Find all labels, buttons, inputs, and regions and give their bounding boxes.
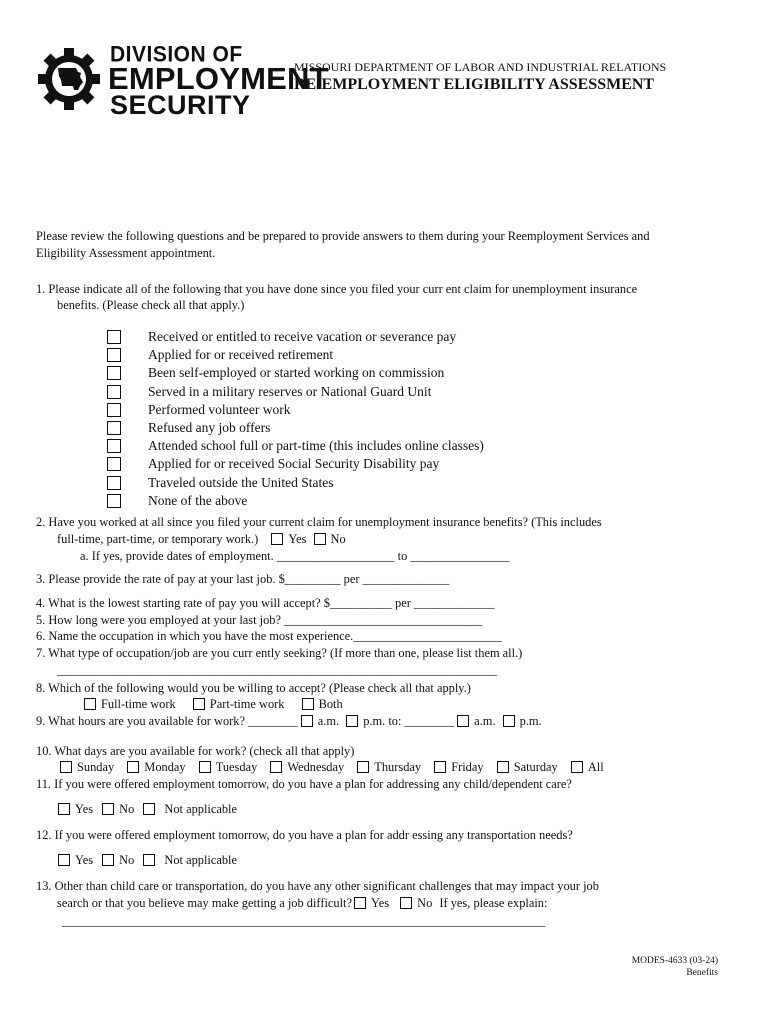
q1-checkbox[interactable] xyxy=(107,385,121,399)
q1-checkbox[interactable] xyxy=(107,421,121,435)
logo-employment-text: EMPLOYMENT xyxy=(108,61,329,96)
q9-am-checkbox[interactable] xyxy=(301,715,313,727)
q12-options: Yes No Not applicable xyxy=(58,852,237,868)
intro-line-1: Please review the following questions and be prepared to provide answers to them during your Reemployment Services and xyxy=(36,229,650,243)
q12-yes-checkbox[interactable] xyxy=(58,854,70,866)
q2-no-checkbox[interactable] xyxy=(314,533,326,545)
q13-explain-line: ______________________________________________________________________________ xyxy=(62,914,546,928)
q7-answer-line: _______________________________________________________________________ xyxy=(57,663,497,677)
q11-options: Yes No Not applicable xyxy=(58,801,237,817)
q10-all-checkbox[interactable] xyxy=(571,761,583,773)
form-category: Benefits xyxy=(686,968,718,978)
q1-option: Received or entitled to receive vacation or severance pay xyxy=(107,328,484,346)
q8-fulltime-checkbox[interactable] xyxy=(84,698,96,710)
q8-text: 8. Which of the following would you be willing to accept? (Please check all that apply.) xyxy=(36,681,471,695)
intro-line-2: Eligibility Assessment appointment. xyxy=(36,246,216,260)
q10-tuesday-checkbox[interactable] xyxy=(199,761,211,773)
q10-wednesday-checkbox[interactable] xyxy=(270,761,282,773)
q6-text: 6. Name the occupation in which you have the most experience.________________________ xyxy=(36,629,502,643)
q9-pm-checkbox[interactable] xyxy=(346,715,358,727)
q8-parttime-checkbox[interactable] xyxy=(193,698,205,710)
q1-option: Been self-employed or started working on commission xyxy=(107,364,484,382)
q1-checkbox[interactable] xyxy=(107,457,121,471)
q9-pm2-checkbox[interactable] xyxy=(503,715,515,727)
q10-sunday-checkbox[interactable] xyxy=(60,761,72,773)
q1-checkbox[interactable] xyxy=(107,348,121,362)
q13-text-line-2: search or that you believe may make getting a job difficult? Yes No If yes, please explain: xyxy=(57,896,548,910)
q10-text: 10. What days are you available for work? (check all that apply) xyxy=(36,744,355,758)
q10-friday-checkbox[interactable] xyxy=(434,761,446,773)
q12-na-checkbox[interactable] xyxy=(143,854,155,866)
logo-security-text: SECURITY xyxy=(110,90,251,120)
department-name: MISSOURI DEPARTMENT OF LABOR AND INDUSTRIAL RELATIONS xyxy=(294,60,667,74)
q10-monday-checkbox[interactable] xyxy=(127,761,139,773)
q12-no-checkbox[interactable] xyxy=(102,854,114,866)
q1-checkbox[interactable] xyxy=(107,403,121,417)
q1-text-line-2: benefits. (Please check all that apply.) xyxy=(57,298,245,312)
q13-yes-checkbox[interactable] xyxy=(354,897,366,909)
q1-option: Applied for or received Social Security Disability pay xyxy=(107,455,484,473)
q5-text: 5. How long were you employed at your last job? ________________________________ xyxy=(36,613,483,627)
q8-options: Full-time work Part-time work Both xyxy=(84,696,343,712)
q10-days: Sunday Monday Tuesday Wednesday Thursday Friday Saturday All xyxy=(60,759,604,775)
q1-checkbox[interactable] xyxy=(107,439,121,453)
q1-option: None of the above xyxy=(107,492,484,510)
q2-yes-checkbox[interactable] xyxy=(271,533,283,545)
q11-no-checkbox[interactable] xyxy=(102,803,114,815)
q3-text: 3. Please provide the rate of pay at your last job. $_________ per ______________ xyxy=(36,572,450,586)
q10-thursday-checkbox[interactable] xyxy=(357,761,369,773)
q2-text-line-1: 2. Have you worked at all since you filed your current claim for unemployment insurance benefits? (This includes xyxy=(36,515,602,529)
q1-checkbox[interactable] xyxy=(107,494,121,508)
q1-checkbox[interactable] xyxy=(107,366,121,380)
logo-division-text: DIVISION OF xyxy=(110,42,243,67)
q13-text-line-1: 13. Other than child care or transportation, do you have any other significant challenges that may impact your job xyxy=(36,879,599,893)
form-number: MODES-4633 (03-24) xyxy=(631,956,718,966)
q12-text: 12. If you were offered employment tomorrow, do you have a plan for addr essing any transportation needs? xyxy=(36,828,573,842)
q13-no-checkbox[interactable] xyxy=(400,897,412,909)
q2-sub-employment-dates: a. If yes, provide dates of employment. ___________________ to ________________ xyxy=(80,549,510,563)
q9-am2-checkbox[interactable] xyxy=(457,715,469,727)
q1-checkbox[interactable] xyxy=(107,476,121,490)
q1-option: Performed volunteer work xyxy=(107,401,484,419)
q1-option: Refused any job offers xyxy=(107,419,484,437)
q1-text-line-1: 1. Please indicate all of the following that you have done since you filed your curr ent claim for unemployment insurance xyxy=(36,282,638,296)
q1-checkbox[interactable] xyxy=(107,330,121,344)
q1-option: Applied for or received retirement xyxy=(107,346,484,364)
missouri-gear-logo-icon xyxy=(36,46,102,112)
q8-both-checkbox[interactable] xyxy=(302,698,314,710)
q2-text-line-2: full-time, part-time, or temporary work.) Yes No xyxy=(57,532,346,546)
q7-text-line-1: 7. What type of occupation/job are you curr ently seeking? (If more than one, please list them all.) xyxy=(36,646,523,660)
q4-text: 4. What is the lowest starting rate of pay you will accept? $__________ per _____________ xyxy=(36,596,495,610)
q1-option: Attended school full or part-time (this includes online classes) xyxy=(107,437,484,455)
q9-line: 9. What hours are you available for work? ________ a.m. p.m. to: ________ a.m. p.m. xyxy=(36,714,542,728)
q1-options-list xyxy=(107,328,484,510)
q11-yes-checkbox[interactable] xyxy=(58,803,70,815)
form-title: RE-EMPLOYMENT ELIGIBILITY ASSESSMENT xyxy=(294,76,655,93)
q1-option: Served in a military reserves or National Guard Unit xyxy=(107,383,484,401)
q11-text: 11. If you were offered employment tomorrow, do you have a plan for addressing any child/dependent care? xyxy=(36,777,572,791)
q10-saturday-checkbox[interactable] xyxy=(497,761,509,773)
q11-na-checkbox[interactable] xyxy=(143,803,155,815)
q1-option: Traveled outside the United States xyxy=(107,474,484,492)
